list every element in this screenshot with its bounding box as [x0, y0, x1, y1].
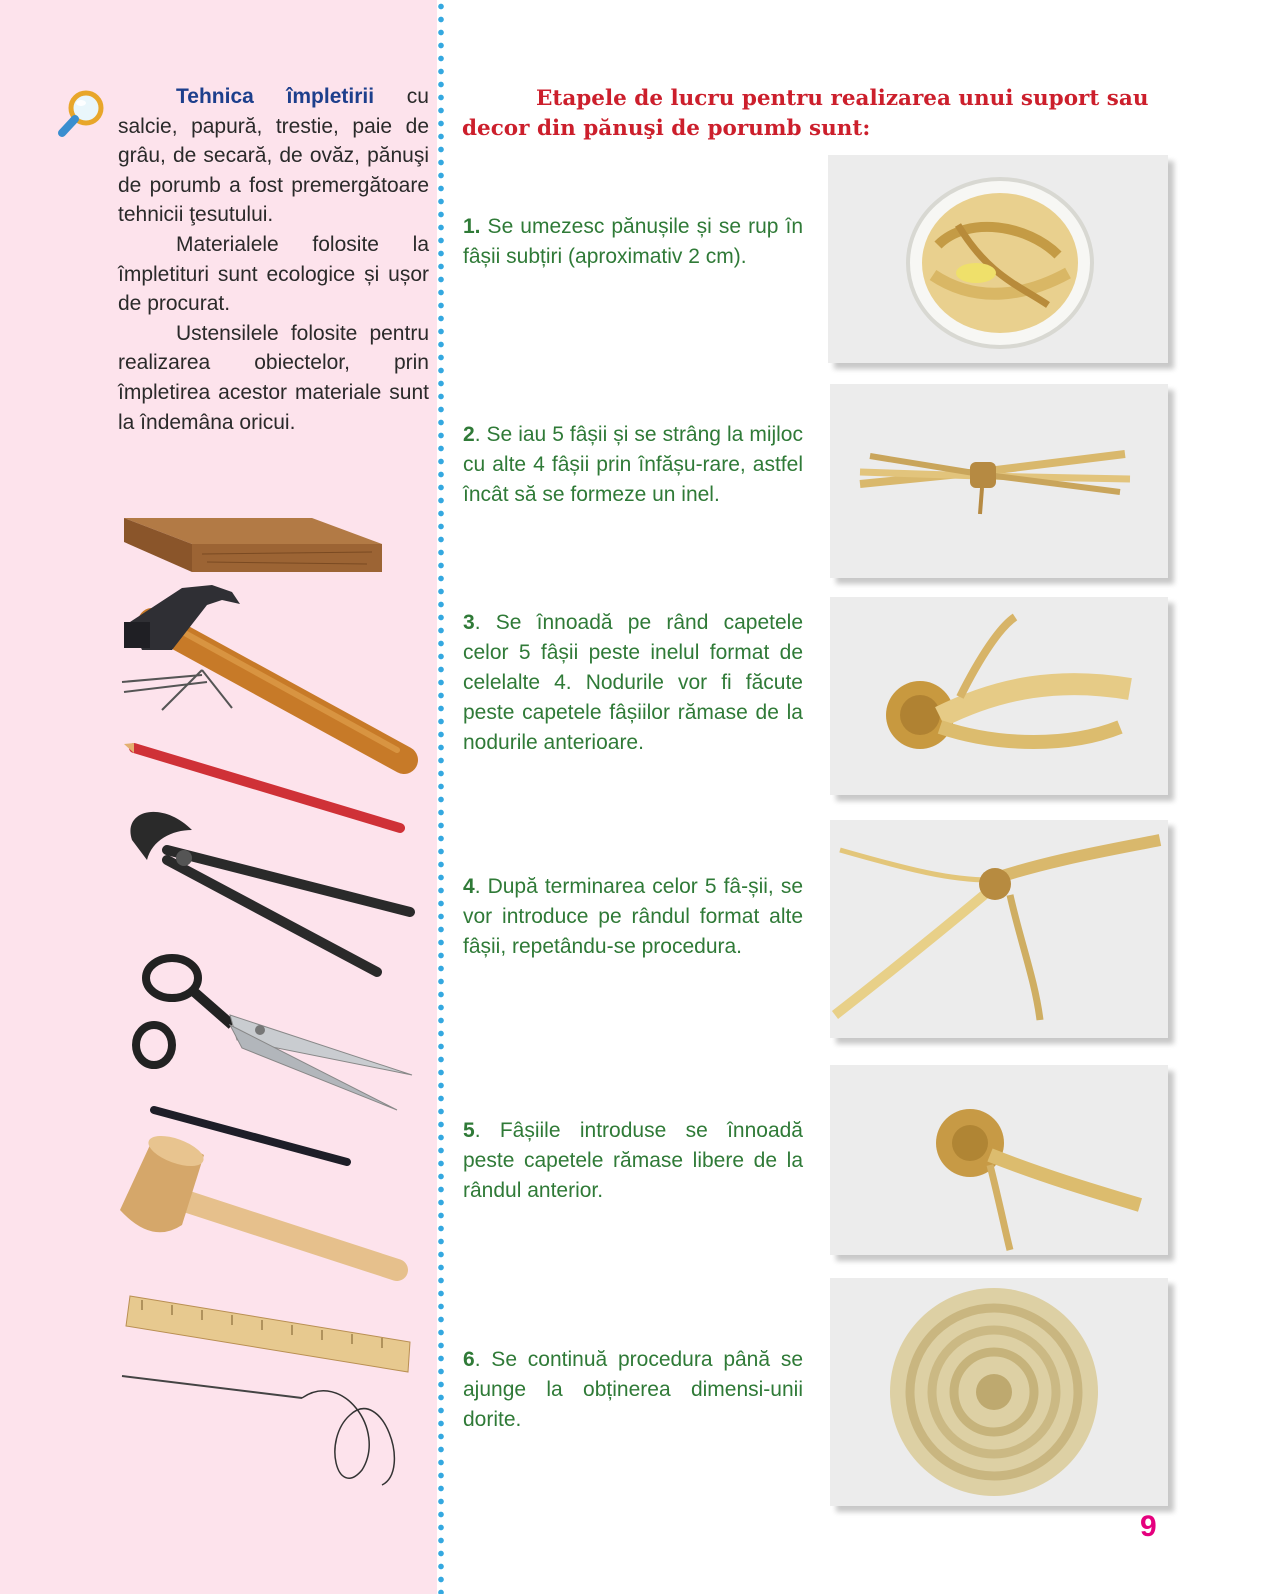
- step-2: [463, 420, 803, 510]
- step-text: . Fâșiile introduse se înnoadă peste capetele rămase libere de la rândul anterior.: [463, 1119, 803, 1202]
- pincers-image: [130, 812, 410, 972]
- step-text: . Se înnoadă pe rând capetele celor 5 fâșii peste inelul format de celelalte 4. Nodurile vor fi făcute peste capetele fâșiilor rămase de la nodurile anterioare.: [463, 611, 803, 754]
- step-text: . Se iau 5 fâșii și se strâng la mijloc cu alte 4 fâșii prin înfășu-rare, astfel încât să se formeze un inel.: [463, 423, 803, 506]
- scissors-image: [136, 958, 412, 1110]
- step-text: . După terminarea celor 5 fâ-șii, se vor introduce pe rândul format alte fâșii, repetându-se procedura.: [463, 875, 803, 958]
- step-1-photo: [828, 155, 1168, 363]
- step-number: 1.: [463, 215, 481, 238]
- intro-paragraph-2: Materialele folosite la împletituri sunt ecologice și ușor de procurat.: [118, 232, 429, 316]
- magnifier-icon: [56, 88, 108, 140]
- step-number: 2: [463, 423, 475, 446]
- step-4: [463, 872, 803, 962]
- step-4-photo: [830, 820, 1168, 1038]
- nails-image: [122, 670, 232, 710]
- step-text: Se umezesc pănușile și se rup în fâșii subțiri (aproximativ 2 cm).: [463, 215, 803, 268]
- ruler-image: [126, 1296, 410, 1372]
- intro-text: [118, 82, 429, 437]
- steps-heading: [462, 84, 1188, 144]
- step-6: [463, 1345, 803, 1435]
- step-3-photo: [830, 597, 1168, 795]
- step-6-photo: [830, 1278, 1168, 1506]
- step-5-photo: [830, 1065, 1168, 1255]
- wood-plank-image: [124, 518, 382, 572]
- intro-keyword: Tehnica împletirii: [176, 85, 375, 108]
- step-text: . Se continuă procedura până se ajunge la obținerea dimensi-unii dorite.: [463, 1348, 803, 1431]
- step-1: [463, 212, 803, 272]
- step-3: [463, 608, 803, 758]
- heading-line-1: Etapele de lucru pentru realizarea unui suport sau: [536, 86, 1149, 111]
- dotted-divider: [437, 0, 445, 1594]
- heading-line-2: decor din pănuşi de porumb sunt:: [462, 116, 871, 141]
- intro-paragraph-1: cu salcie, papură, trestie, paie de grâu, de secară, de ovăz, pănuşi de porumb a fost premergătoare tehnicii ţesutului.: [118, 85, 429, 227]
- page-number: 9: [1140, 1510, 1157, 1543]
- needle-thread-image: [122, 1376, 394, 1485]
- intro-paragraph-3: Ustensilele folosite pentru realizarea obiectelor, prin împletirea acestor materiale sunt la îndemâna oricui.: [118, 321, 429, 434]
- step-number: 5: [463, 1119, 475, 1142]
- hammer-image: [124, 585, 404, 760]
- step-5: [463, 1116, 803, 1206]
- step-number: 6: [463, 1348, 475, 1371]
- step-number: 4: [463, 875, 475, 898]
- mallet-image: [120, 1130, 397, 1270]
- tools-illustration: [112, 510, 422, 1500]
- step-number: 3: [463, 611, 475, 634]
- step-2-photo: [830, 384, 1168, 578]
